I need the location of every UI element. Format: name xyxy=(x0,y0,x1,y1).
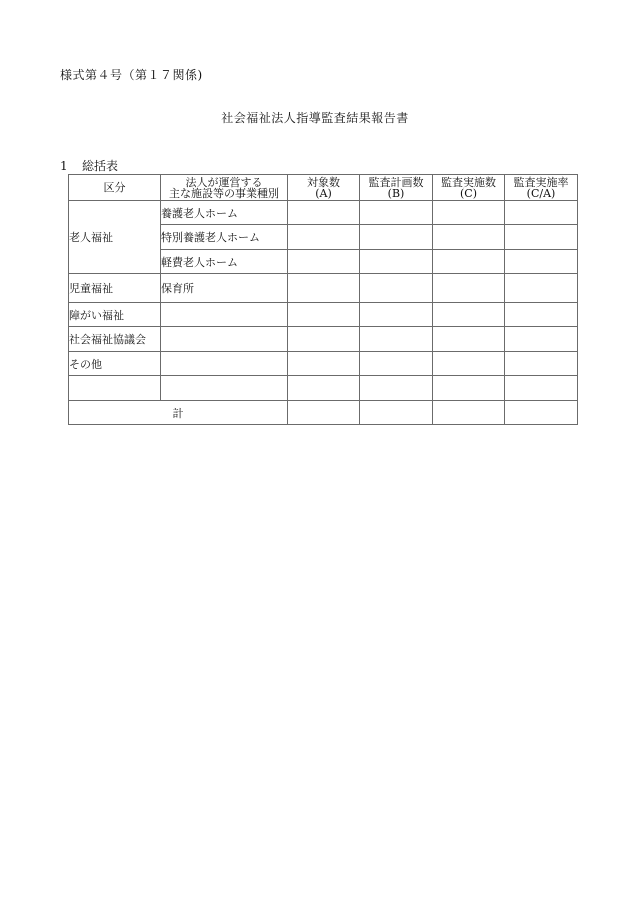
table-row xyxy=(69,303,578,327)
header-category: 区分 xyxy=(69,175,161,201)
table-row xyxy=(69,327,578,352)
header-facility-type: 法人が運営する 主な施設等の事業種別 xyxy=(161,175,288,201)
form-number: 様式第４号（第１７関係) xyxy=(60,68,203,82)
header-target-count: 対象数 (A) xyxy=(288,175,360,201)
document-title: 社会福祉法人指導監査結果報告書 xyxy=(221,111,409,125)
header-conducted-rate: 監査実施率 (C/A) xyxy=(505,175,578,201)
section-number: 1 xyxy=(60,159,68,173)
category-council: 社会福祉協議会 xyxy=(69,327,161,352)
table-row xyxy=(69,201,578,225)
table-row xyxy=(69,274,578,303)
facility-cell: 軽費老人ホーム xyxy=(161,250,288,274)
facility-cell: 特別養護老人ホーム xyxy=(161,225,288,250)
header-row xyxy=(69,175,578,201)
facility-cell: 養護老人ホーム xyxy=(161,201,288,225)
category-child: 児童福祉 xyxy=(69,274,161,303)
table-row xyxy=(69,376,578,401)
category-other: その他 xyxy=(69,352,161,376)
facility-cell: 保育所 xyxy=(161,274,288,303)
total-row xyxy=(69,401,578,425)
table-row xyxy=(69,352,578,376)
header-conducted-count: 監査実施数 (C) xyxy=(433,175,505,201)
summary-table xyxy=(68,174,578,425)
section-heading xyxy=(60,157,118,174)
category-disability: 障がい福祉 xyxy=(69,303,161,327)
category-elderly: 老人福祉 xyxy=(69,201,161,274)
total-label: 計 xyxy=(69,401,288,425)
section-label: 総括表 xyxy=(82,159,119,173)
header-planned-count: 監査計画数 (B) xyxy=(360,175,433,201)
